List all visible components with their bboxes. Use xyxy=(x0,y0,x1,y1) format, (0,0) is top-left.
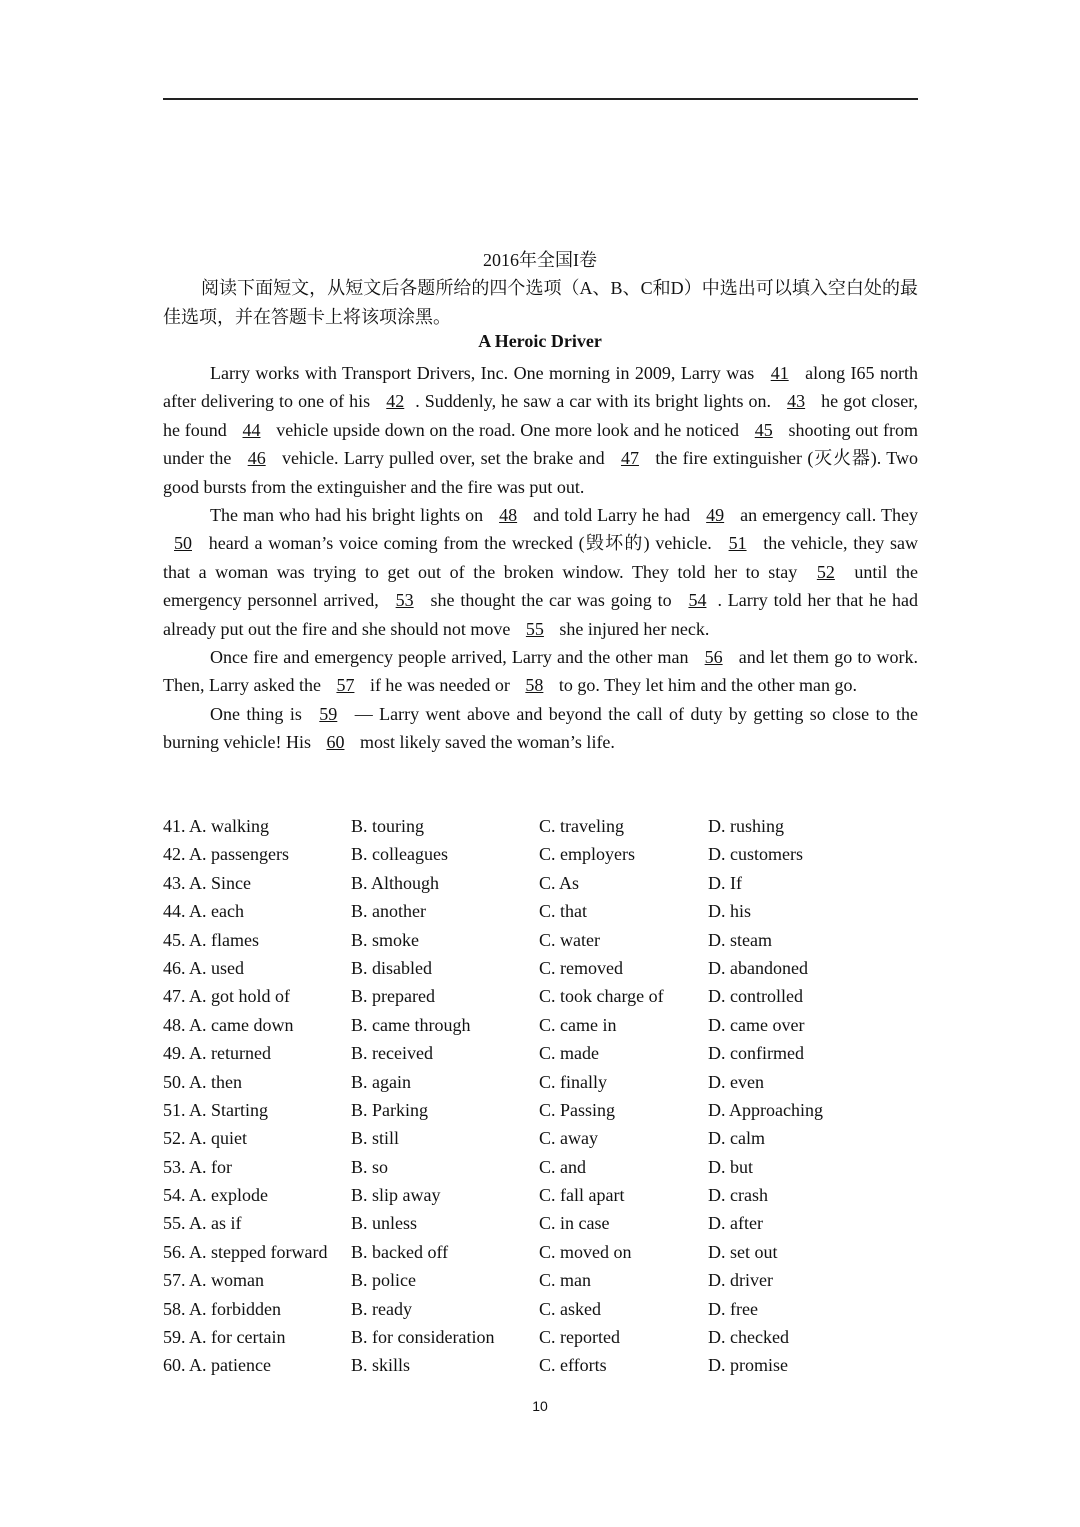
option-d: D. If xyxy=(708,872,742,893)
option-a: 53. A. for xyxy=(163,1156,232,1177)
option-c: C. Passing xyxy=(539,1099,616,1120)
option-b: B. for consideration xyxy=(351,1327,495,1348)
option-row xyxy=(163,897,923,925)
option-b: B. touring xyxy=(351,816,425,836)
option-row xyxy=(163,1011,923,1039)
option-a: 42. A. passengers xyxy=(163,844,289,865)
blank-52: 52 xyxy=(816,561,835,582)
option-a: 54. A. explode xyxy=(163,1185,268,1206)
option-a: 56. A. stepped forward xyxy=(163,1241,328,1262)
option-c: C. came in xyxy=(539,1014,617,1035)
exam-title: 2016年全国I卷 xyxy=(483,250,597,270)
blank-50: 50 xyxy=(174,533,192,554)
option-row xyxy=(163,982,923,1010)
option-c: C. moved on xyxy=(539,1241,632,1262)
option-row xyxy=(163,1295,923,1323)
option-c: C. and xyxy=(539,1156,586,1177)
blank-43: 43 xyxy=(787,391,806,412)
option-d: D. his xyxy=(708,901,752,922)
option-d: D. came over xyxy=(708,1014,805,1035)
option-c: C. finally xyxy=(539,1071,607,1092)
option-b: B. unless xyxy=(351,1213,418,1234)
option-row xyxy=(163,954,923,982)
option-row xyxy=(163,1124,923,1152)
option-c: C. took charge of xyxy=(539,986,664,1007)
option-b: B. prepared xyxy=(351,986,435,1007)
blank-44: 44 xyxy=(242,419,261,440)
blank-45: 45 xyxy=(754,419,773,440)
option-a: 41. A. walking xyxy=(163,816,269,836)
option-a: 45. A. flames xyxy=(163,929,259,950)
option-d: D. steam xyxy=(708,929,772,950)
option-c: C. employers xyxy=(539,844,635,865)
option-d: D. free xyxy=(708,1298,758,1319)
blank-58: 58 xyxy=(525,675,544,696)
option-d: D. promise xyxy=(708,1355,788,1376)
option-d: D. confirmed xyxy=(708,1043,804,1064)
option-row xyxy=(163,1323,923,1351)
option-a: 60. A. patience xyxy=(163,1355,271,1376)
option-d: D. even xyxy=(708,1071,764,1092)
option-b: B. police xyxy=(351,1270,416,1291)
blank-57: 57 xyxy=(336,675,355,696)
blank-60: 60 xyxy=(326,732,345,753)
blank-47: 47 xyxy=(620,448,639,469)
header-rule xyxy=(163,98,918,100)
option-c: C. As xyxy=(539,872,580,893)
option-a: 49. A. returned xyxy=(163,1043,271,1064)
option-a: 43. A. Since xyxy=(163,872,251,893)
instructions: 阅读下面短文，从短文后各题所给的四个选项（A、B、C和D）中选出可以填入空白处的最佳选项，并在答题卡上将该项涂黑。 xyxy=(163,278,918,327)
option-c: C. water xyxy=(539,929,600,950)
option-a: 44. A. each xyxy=(163,901,244,922)
blank-46: 46 xyxy=(247,448,266,469)
option-c: C. man xyxy=(539,1270,591,1291)
option-c: C. made xyxy=(539,1043,599,1064)
option-a: 52. A. quiet xyxy=(163,1128,247,1149)
option-b: B. so xyxy=(351,1156,389,1177)
option-b: B. Although xyxy=(351,872,440,893)
option-d: D. Approaching xyxy=(708,1099,823,1120)
option-a: 57. A. woman xyxy=(163,1270,264,1291)
option-row xyxy=(163,1039,923,1067)
option-c: C. asked xyxy=(539,1298,601,1319)
option-row xyxy=(163,1266,923,1294)
option-d: D. after xyxy=(708,1213,763,1234)
option-c: C. away xyxy=(539,1128,598,1149)
option-b: B. skills xyxy=(351,1355,411,1376)
option-b: B. disabled xyxy=(351,957,432,978)
option-a: 48. A. came down xyxy=(163,1014,294,1035)
option-d: D. but xyxy=(708,1156,753,1177)
option-b: B. colleagues xyxy=(351,844,448,865)
option-d: D. crash xyxy=(708,1185,768,1206)
option-b: B. backed off xyxy=(351,1241,449,1262)
option-c: C. removed xyxy=(539,957,623,978)
passage xyxy=(163,359,918,757)
option-row xyxy=(163,1153,923,1181)
option-row xyxy=(163,1096,923,1124)
option-row xyxy=(163,1351,923,1379)
blank-48: 48 xyxy=(499,505,518,526)
blank-42: 42 xyxy=(386,391,405,412)
option-b: B. another xyxy=(351,901,426,922)
option-a: 46. A. used xyxy=(163,957,244,978)
paragraph: The man who had his bright lights on 48 and told Larry he had 49 an emergency call. They 50 heard a woman’s voice coming from the wrecked (毁坏的) vehicle. 51 the vehicle, they saw that a woman was trying to get out of the broken window. They told her to stay 52 until the emergency personnel arrived, 53 she thought the car was going to 54 . Larry told her that he had already put out the fire and she should not move 55 she injured her neck. xyxy=(163,501,918,643)
option-b: B. received xyxy=(351,1043,433,1064)
option-b: B. again xyxy=(351,1071,411,1092)
option-b: B. ready xyxy=(351,1298,412,1319)
option-c: C. that xyxy=(539,901,587,922)
option-c: C. traveling xyxy=(539,816,624,836)
option-row xyxy=(163,812,923,840)
option-a: 50. A. then xyxy=(163,1071,242,1092)
option-d: D. calm xyxy=(708,1128,765,1149)
option-b: B. smoke xyxy=(351,929,420,950)
blank-51: 51 xyxy=(728,533,747,554)
option-d: D. driver xyxy=(708,1270,773,1291)
option-a: 47. A. got hold of xyxy=(163,986,291,1007)
blank-59: 59 xyxy=(319,703,338,724)
option-d: D. customers xyxy=(708,844,803,865)
option-a: 59. A. for certain xyxy=(163,1327,286,1348)
option-c: C. fall apart xyxy=(539,1185,625,1206)
option-a: 55. A. as if xyxy=(163,1213,242,1234)
passage-title: A Heroic Driver xyxy=(478,331,602,351)
blank-55: 55 xyxy=(525,618,544,639)
option-a: 58. A. forbidden xyxy=(163,1298,281,1319)
option-b: B. Parking xyxy=(351,1099,429,1120)
option-row xyxy=(163,869,923,897)
option-d: D. controlled xyxy=(708,986,803,1007)
option-d: D. rushing xyxy=(708,816,784,836)
paragraph: Once fire and emergency people arrived, Larry and the other man 56 and let them go to work. Then, Larry asked the 57 if he was needed or 58 to go. They let him and the other man go. xyxy=(163,643,918,700)
option-d: D. set out xyxy=(708,1241,778,1262)
blank-41: 41 xyxy=(770,363,789,383)
blank-53: 53 xyxy=(395,590,414,611)
option-row xyxy=(163,926,923,954)
page-number: 10 xyxy=(532,1398,548,1414)
blank-56: 56 xyxy=(704,647,723,668)
option-c: C. reported xyxy=(539,1327,620,1348)
option-d: D. checked xyxy=(708,1327,789,1348)
paragraph: Larry works with Transport Drivers, Inc. One morning in 2009, Larry was 41 along I65 north after delivering to one of his 42 . Suddenly, he saw a car with its bright lights on. 43 he got closer, he found 44 vehicle upside down on the road. One more look and he noticed 45 shooting out from under the 46 vehicle. Larry pulled over, set the brake and 47 the fire extinguisher (灭火器). Two good bursts from the extinguisher and the fire was put out. xyxy=(163,359,918,501)
option-row xyxy=(163,1068,923,1096)
option-row xyxy=(163,1181,923,1209)
option-a: 51. A. Starting xyxy=(163,1099,269,1120)
option-b: B. slip away xyxy=(351,1185,441,1206)
option-c: C. efforts xyxy=(539,1355,607,1376)
option-b: B. still xyxy=(351,1128,400,1149)
option-c: C. in case xyxy=(539,1213,610,1234)
option-row xyxy=(163,1209,923,1237)
options-list xyxy=(163,812,923,1380)
option-d: D. abandoned xyxy=(708,957,808,978)
blank-49: 49 xyxy=(706,505,725,526)
blank-54: 54 xyxy=(688,590,707,611)
option-b: B. came through xyxy=(351,1014,471,1035)
option-row xyxy=(163,840,923,868)
paragraph: One thing is 59 — Larry went above and beyond the call of duty by getting so close to the burning vehicle! His 60 most likely saved the woman’s life. xyxy=(163,700,918,757)
option-row xyxy=(163,1238,923,1266)
